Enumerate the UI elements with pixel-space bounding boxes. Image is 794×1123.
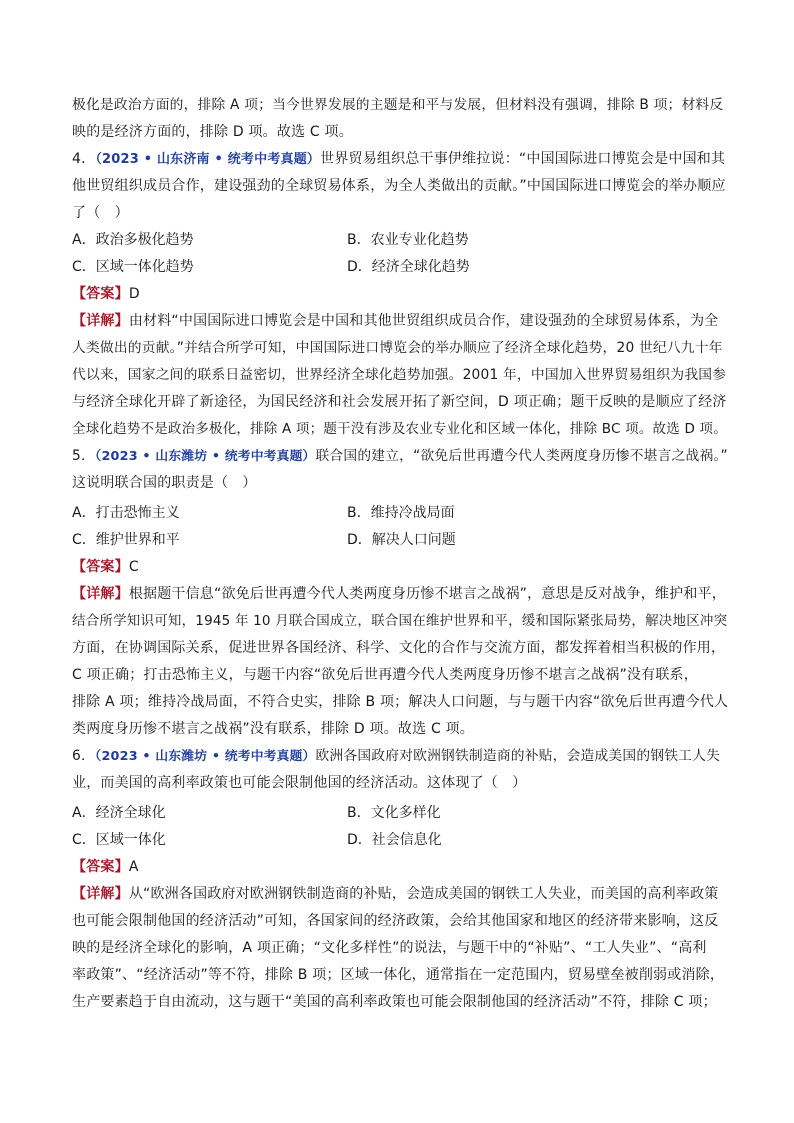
q5-answer	[72, 557, 724, 577]
intro-line-1: 极化是政治方面的，排除 A 项；当今世界发展的主题是和平与发展，但材料没有强调，排除 B 项；材料反	[72, 97, 724, 113]
q4-stem-line: 了（ ）	[72, 205, 129, 221]
q6-detail-first: 从“欧洲各国政府对欧洲钢铁制造商的补贴，会造成美国的钢铁工人失业，而美国的高利率政策	[128, 886, 719, 902]
q6-option-d: D．社会信息化	[347, 832, 442, 848]
q5-option-a: A．打击恐怖主义	[72, 505, 180, 521]
q5-detail-line: 排除 A 项；维持冷战局面，不符合史实，排除 B 项；解决人口问题，与与题干内容“欲免后世再遭今代人	[72, 694, 729, 710]
q5-answer-value: C	[128, 559, 139, 575]
q6-detail-line: 映的是经济全球化的影响，A 项正确；“文化多样性”的说法，与题干中的“补贴”、“工人失业”、“高利	[72, 940, 707, 956]
q6-answer-value: A	[128, 859, 139, 875]
q5-detail-line: 类两度身历惨不堪言之战祸”没有联系，排除 D 项。故选 C 项。	[72, 721, 475, 737]
q6-detail-first-line	[72, 884, 724, 904]
q6-stem-first: 欧洲各国政府对欧洲钢铁制造商的补贴，会造成美国的钢铁工人失	[315, 748, 721, 764]
q4-detail-line: 与经济全球化开辟了新途径，为国民经济和社会发展开拓了新空间，D 项正确；题干反映的是顺应了经济	[72, 394, 727, 410]
q4-answer-tag: 【答案】	[72, 286, 129, 302]
q5-stem-first-line	[72, 446, 728, 467]
q4-detail-line: 全球化趋势不是政治多极化，排除 A 项；题干没有涉及农业专业化和区域一体化，排除 BC 项。故选 D 项。	[72, 421, 727, 437]
q4-source: （2023 • 山东济南 • 统考中考真题）	[95, 152, 321, 167]
q6-stem-first-line	[72, 746, 724, 767]
q4-stem-line: 他世贸组织成员合作，建设强劲的全球贸易体系，为全人类做出的贡献。”中国国际进口博览会的举办顺应	[72, 178, 726, 194]
q4-stem-first-line	[72, 149, 724, 170]
q5-detail-first: 根据题干信息“欲免后世再遭今代人类两度身历惨不堪言之战祸”，意思是反对战争，维护和平，	[128, 586, 726, 602]
q5-stem-line: 这说明联合国的职责是（ ）	[72, 475, 257, 491]
q6-number: 6．	[72, 748, 95, 764]
q6-source: （2023 • 山东潍坊 • 统考中考真题）	[94, 749, 316, 764]
q6-answer	[72, 857, 724, 877]
q6-detail-line: 也可能会限制他国的经济活动”可知，各国家间的经济政策，会给其他国家和地区的经济带来影响，这反	[72, 913, 719, 929]
intro-line-2: 映的是经济方面的，排除 D 项。故选 C 项。	[72, 124, 353, 140]
q4-detail-tag: 【详解】	[72, 313, 129, 329]
q5-answer-tag: 【答案】	[72, 559, 129, 575]
q4-detail-line: 人类做出的贡献。”并结合所学可知，中国国际进口博览会的举办顺应了经济全球化趋势，20 世纪八九十年	[72, 340, 723, 356]
q5-number: 5．	[72, 448, 95, 464]
q4-detail-first-line	[72, 311, 724, 331]
q5-detail-line: 方面，在协调国际关系，促进世界各国经济、科学、文化的合作与交流方面，都发挥着相当积极的作用，	[72, 640, 726, 656]
q5-stem-first: 联合国的建立，“欲免后世再遭今代人类两度身历惨不堪言之战祸。”	[315, 448, 728, 464]
q4-detail-line: 代以来，国家之间的联系日益密切，世界经济全球化趋势加强。2001 年，中国加入世界贸易组织为我国参	[72, 367, 727, 383]
q6-answer-tag: 【答案】	[72, 859, 129, 875]
q4-answer-value: D	[128, 286, 140, 302]
q4-number: 4．	[72, 151, 96, 167]
q4-option-b: B．农业专业化趋势	[347, 232, 469, 248]
q4-answer	[72, 284, 724, 304]
q6-detail-line: 率政策”、“经济活动”等不符，排除 B 项；区域一体化，通常指在一定范围内，贸易壁垒被削弱或消除，	[72, 967, 725, 983]
q4-option-c: C．区域一体化趋势	[72, 259, 194, 275]
q4-stem-first: 世界贸易组织总干事伊维拉说：“中国国际进口博览会是中国和其	[320, 151, 726, 167]
q6-option-a: A．经济全球化	[72, 805, 166, 821]
q4-detail-first: 由材料“中国国际进口博览会是中国和其他世贸组织成员合作，建设强劲的全球贸易体系，为全	[128, 313, 719, 329]
q5-detail-first-line	[72, 584, 724, 604]
q6-option-c: C．区域一体化	[72, 832, 166, 848]
q5-option-d: D．解决人口问题	[347, 532, 456, 548]
q6-stem-line: 业，而美国的高利率政策也可能会限制他国的经济活动。这体现了（ ）	[72, 775, 527, 791]
q6-detail-tag: 【详解】	[72, 886, 129, 902]
q4-option-a: A．政治多极化趋势	[72, 232, 194, 248]
q6-option-b: B．文化多样化	[347, 805, 441, 821]
q6-detail-line: 生产要素趋于自由流动，这与题干“美国的高利率政策也可能会限制他国的经济活动”不符，排除 C 项；	[72, 994, 717, 1010]
q5-option-c: C．维护世界和平	[72, 532, 180, 548]
q5-detail-line: C 项正确；打击恐怖主义，与题干内容“欲免后世再遭今代人类两度身历惨不堪言之战祸”没有联系，	[72, 667, 698, 683]
q5-detail-line: 结合所学知识可知，1945 年 10 月联合国成立，联合国在维护世界和平，缓和国际紧张局势，解决地区冲突	[72, 613, 728, 629]
q5-detail-tag: 【详解】	[72, 586, 129, 602]
q5-option-b: B．维持冷战局面	[347, 505, 455, 521]
q4-option-d: D．经济全球化趋势	[347, 259, 470, 275]
q5-source: （2023 • 山东潍坊 • 统考中考真题）	[94, 449, 316, 464]
